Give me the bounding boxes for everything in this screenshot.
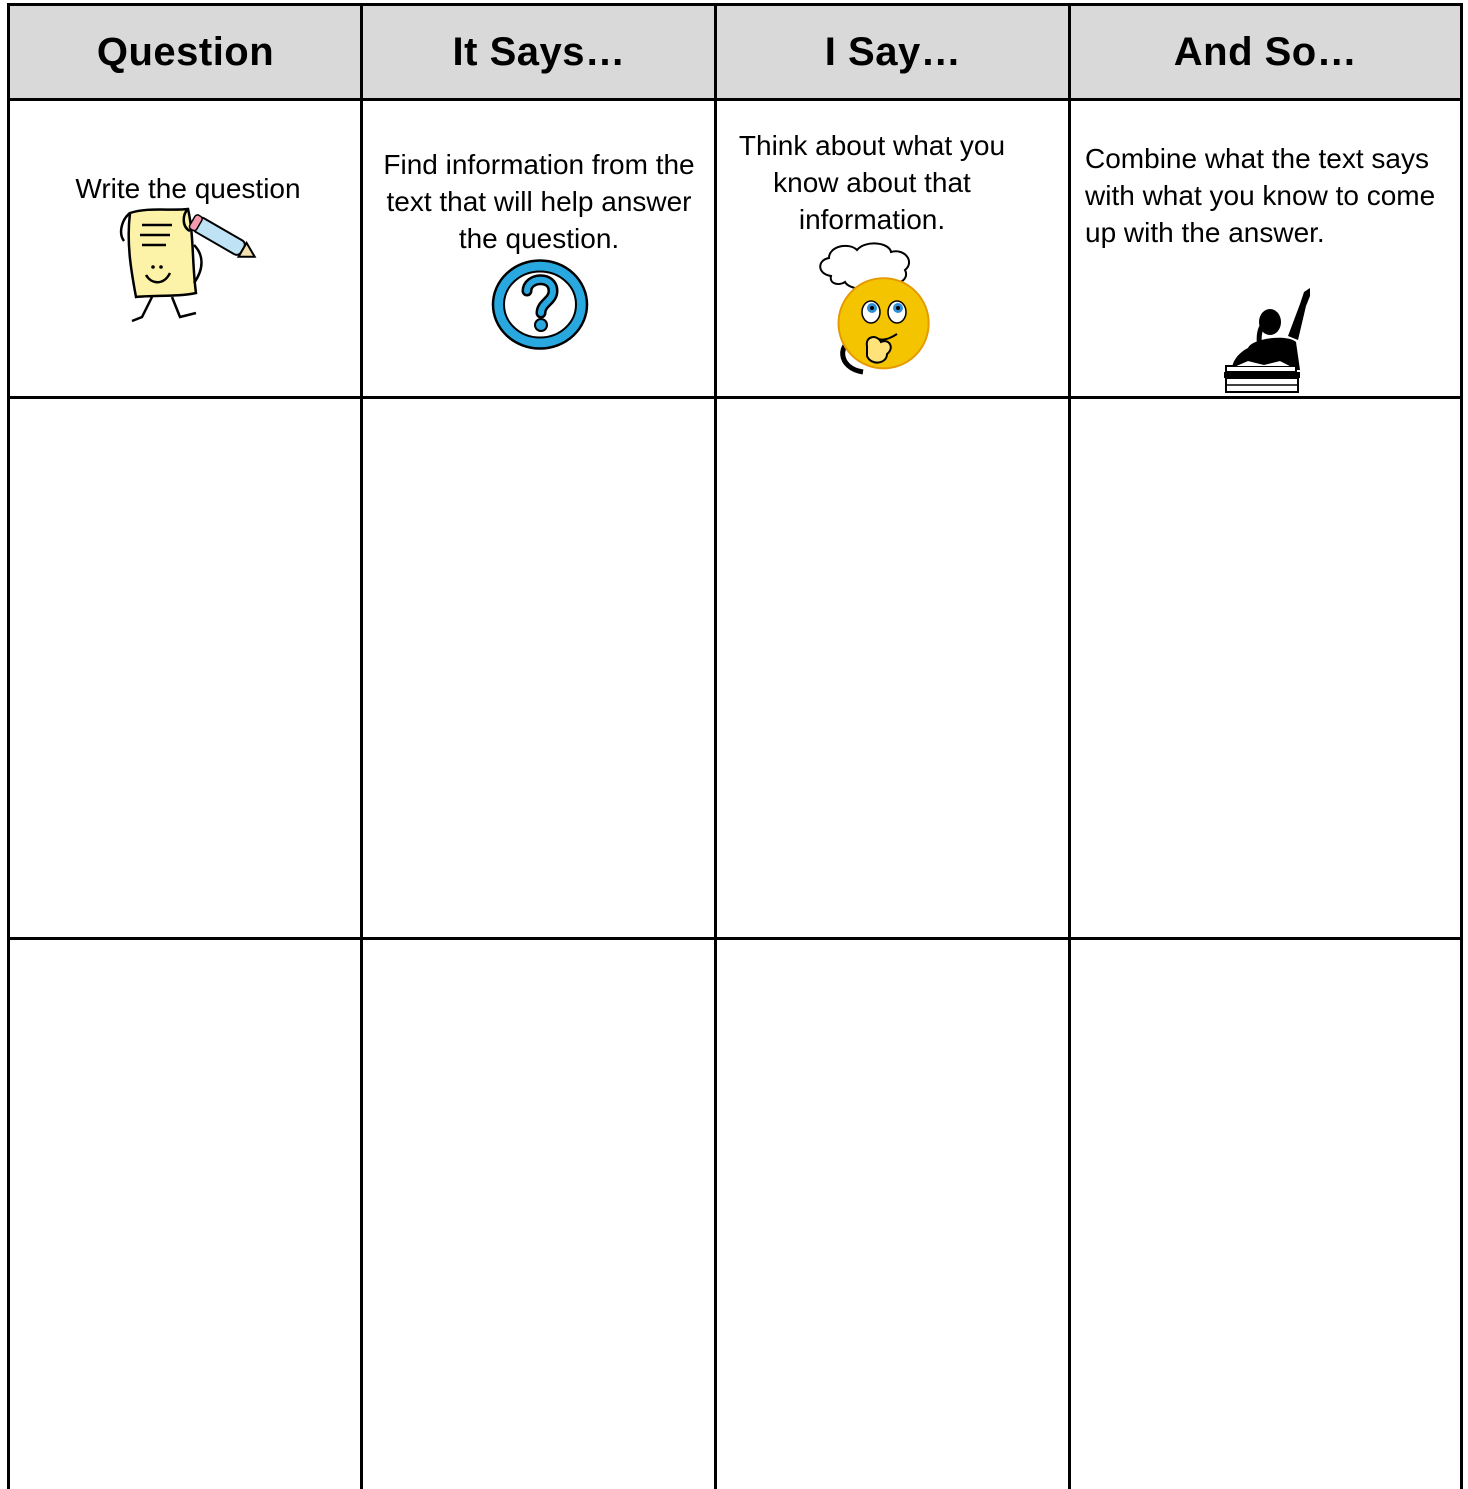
grid-line-header-bottom	[7, 98, 1463, 101]
instruction-question: Write the question	[75, 173, 301, 204]
instruction-i-say: Think about what you know about that information.	[738, 130, 1006, 235]
question-mark-badge-icon	[489, 257, 591, 352]
grid-line-top	[7, 3, 1463, 6]
grid-line-left	[7, 3, 10, 1489]
writing-paper-with-pencil-icon	[108, 205, 263, 330]
instruction-and-so: Combine what the text says with what you know to come up with the answer.	[1085, 143, 1436, 248]
grid-line-right	[1460, 3, 1463, 1489]
header-and-so: And So…	[1173, 29, 1358, 74]
header-question: Question	[96, 29, 275, 74]
grid-line-col3	[1068, 3, 1071, 1489]
grid-line-col2	[714, 3, 717, 1489]
header-i-say: I Say…	[824, 29, 962, 74]
student-raising-hand-icon	[1218, 286, 1320, 394]
grid-line-row1-bottom	[7, 396, 1463, 399]
grid-line-col1	[360, 3, 363, 1489]
grid-line-row2-bottom	[7, 937, 1463, 940]
header-it-says: It Says…	[452, 29, 626, 74]
instruction-it-says: Find information from the text that will help answer the question.	[383, 149, 695, 254]
thinking-smiley-icon	[815, 238, 933, 376]
